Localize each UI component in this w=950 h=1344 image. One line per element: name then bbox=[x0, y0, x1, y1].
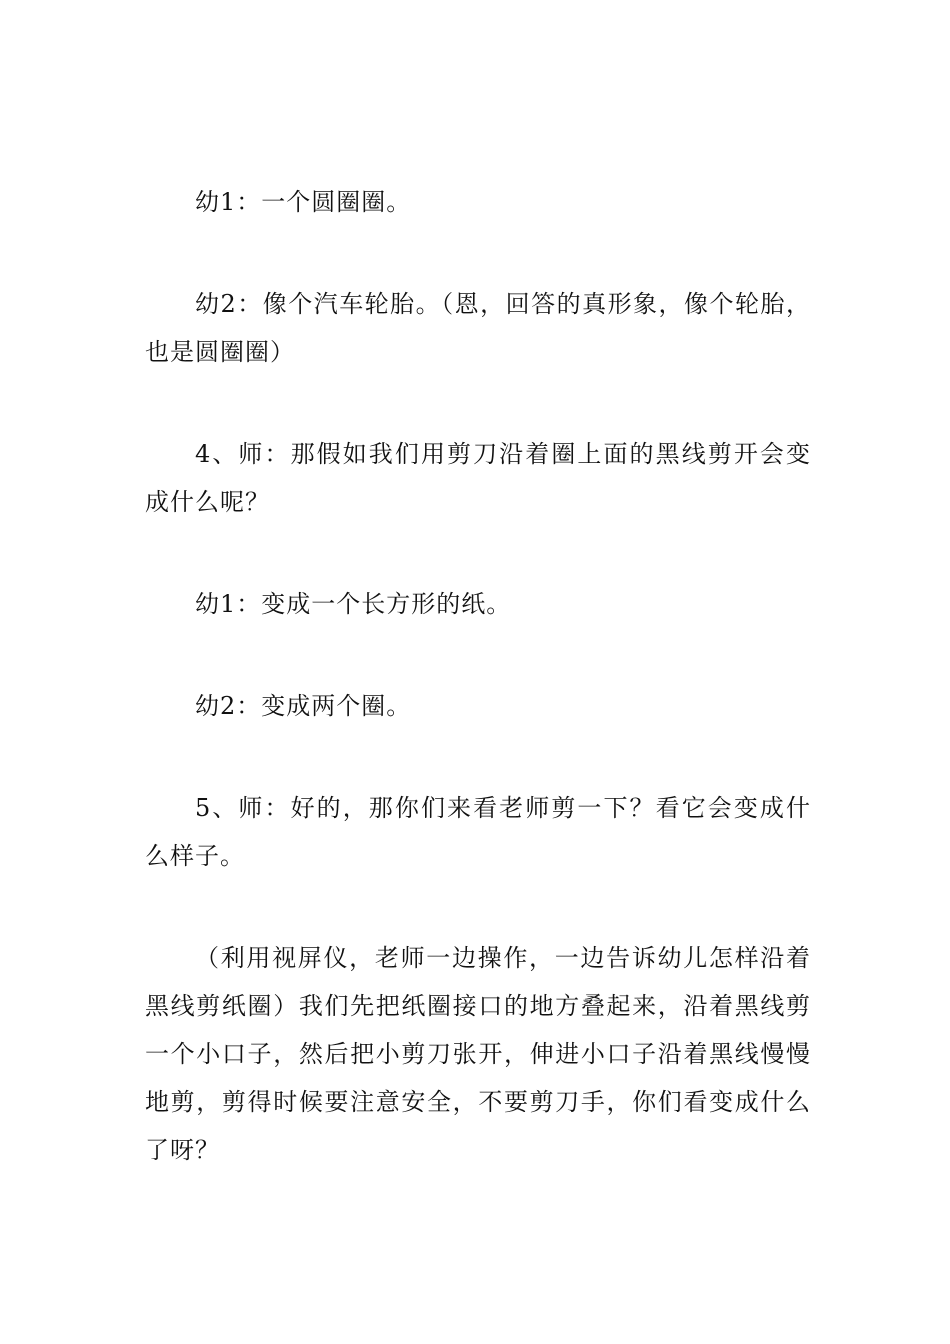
paragraph-demonstration: （利用视屏仪，老师一边操作，一边告诉幼儿怎样沿着黑线剪纸圈）我们先把纸圈接口的地方叠起来，沿着黑线剪一个小口子，然后把小剪刀张开，伸进小口子沿着黑线慢慢地剪，剪得时候要注意安全，不要剪刀手，你们看变成什么了呀？ bbox=[145, 944, 811, 1164]
paragraph-teacher-question-4: 4、师：那假如我们用剪刀沿着圈上面的黑线剪开会变成什么呢？ bbox=[145, 440, 811, 516]
paragraph-child1-answer-rectangle: 幼1：变成一个长方形的纸。 bbox=[195, 590, 512, 618]
paragraph-child2-answer-tire: 幼2：像个汽车轮胎。（恩，回答的真形象，像个轮胎，也是圆圈圈） bbox=[145, 290, 811, 366]
paragraph-teacher-question-5: 5、师：好的，那你们来看老师剪一下？看它会变成什么样子。 bbox=[145, 794, 811, 870]
paragraph-child2-answer-two-circles: 幼2：变成两个圈。 bbox=[195, 692, 412, 720]
paragraph-child1-answer-circle: 幼1：一个圆圈圈。 bbox=[195, 188, 412, 216]
document-body bbox=[145, 178, 811, 1228]
